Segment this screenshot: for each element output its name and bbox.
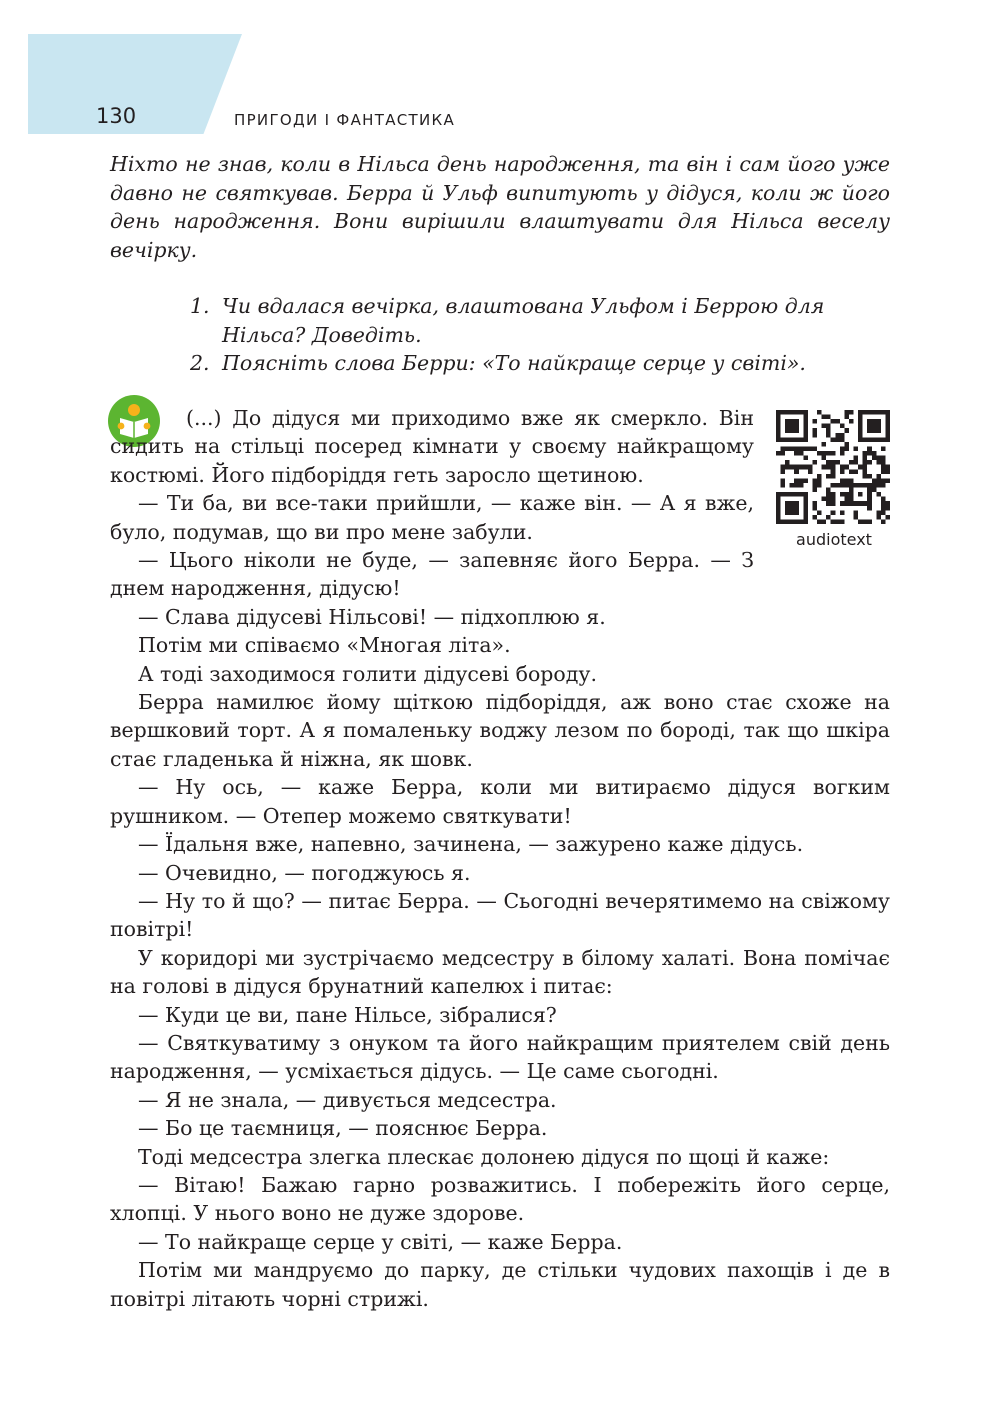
story-paragraph: — Ну то й що? — питає Берра. — Сьогодні вечерятимемо на свіжому повітрі! bbox=[110, 888, 890, 942]
intro-paragraph: Ніхто не знав, коли в Нільса день народження, та він і сам його уже давно не святкував. Берра й Ульф випитують у дідуся, коли ж його день народження. Вони вирішили влаштувати для Нільса веселу вечірку. bbox=[110, 152, 890, 262]
question-item bbox=[190, 292, 890, 349]
questions-list bbox=[190, 292, 890, 378]
story-paragraph: — То найкраще серце у світі, — каже Берра. bbox=[138, 1229, 623, 1254]
intro-text-block bbox=[110, 150, 890, 264]
question-text: Поясніть слова Берри: «То найкраще серце у світі». bbox=[222, 351, 806, 375]
story-paragraph: Берра намилює йому щіткою підборіддя, аж воно стає схоже на вершковий торт. А я помаленьку воджу лезом по бороді, так що шкіра стає гладенька й ніжна, як шовк. bbox=[110, 690, 890, 771]
story-paragraph: — Вітаю! Бажаю гарно розважитись. І побережіть його серце, хлопці. У нього воно не дуже здорове. bbox=[110, 1172, 890, 1226]
question-text: Чи вдалася вечірка, влаштована Ульфом і Беррою для Нільса? Доведіть. bbox=[222, 294, 825, 347]
story-paragraph: Потім ми співаємо «Многая літа». bbox=[138, 633, 511, 658]
story-paragraph: Тоді медсестра злегка плескає долонею дідуся по щоці й каже: bbox=[138, 1144, 830, 1169]
story-paragraph: У коридорі ми зустрічаємо медсестру в білому халаті. Вона помічає на голові в дідуся брунатний капелюх і питає: bbox=[110, 945, 890, 999]
qr-label: audiotext bbox=[796, 530, 872, 549]
story-paragraph: — Бо це таємниця, — пояснює Берра. bbox=[138, 1116, 548, 1141]
story-paragraph: — Ти ба, ви все-таки прийшли, — каже він. — А я вже, було, подумав, що ви про мене забули. bbox=[110, 491, 754, 544]
question-item bbox=[190, 349, 890, 378]
story-paragraph: — Куди це ви, пане Нільсе, зібралися? bbox=[138, 1002, 557, 1027]
story-paragraph: — Їдальня вже, напевно, зачинена, — зажурено каже дідусь. bbox=[138, 832, 804, 857]
story-paragraph: А тоді заходимося голити дідусеві бороду. bbox=[138, 661, 597, 686]
story-paragraph: Потім ми мандруємо до парку, де стільки чудових пахощів і де в повітрі літають чорні стрижі. bbox=[110, 1258, 890, 1311]
question-number: 1. bbox=[190, 294, 210, 318]
story-paragraph: (...) До дідуся ми приходимо вже як смеркло. Він сидить на стільці посеред кімнати у своєму найкращому костюмі. Його підборіддя геть заросло щетиною. bbox=[110, 406, 754, 487]
page-number: 130 bbox=[96, 104, 137, 128]
story-paragraph: — Святкуватиму з онуком та його найкращим приятелем свій день народження, — усміхається дідусь. — Це саме сьогодні. bbox=[110, 1030, 890, 1084]
question-number: 2. bbox=[190, 351, 210, 375]
story-paragraph: — Очевидно, — погоджуюсь я. bbox=[138, 860, 471, 885]
section-title: ПРИГОДИ І ФАНТАСТИКА bbox=[234, 111, 456, 129]
story-paragraph: — Слава дідусеві Нільсові! — підхоплюю я. bbox=[138, 604, 606, 629]
story-paragraph: — Цього ніколи не буде, — запевняє його Берра. — З днем народження, дідусю! bbox=[110, 548, 754, 601]
story-paragraph: — Ну ось, — каже Берра, коли ми витираємо дідуся вогким рушником. — Отепер можемо святкувати! bbox=[110, 775, 890, 828]
story-text-block bbox=[110, 404, 890, 1313]
story-paragraph: — Я не знала, — дивується медсестра. bbox=[138, 1087, 557, 1112]
